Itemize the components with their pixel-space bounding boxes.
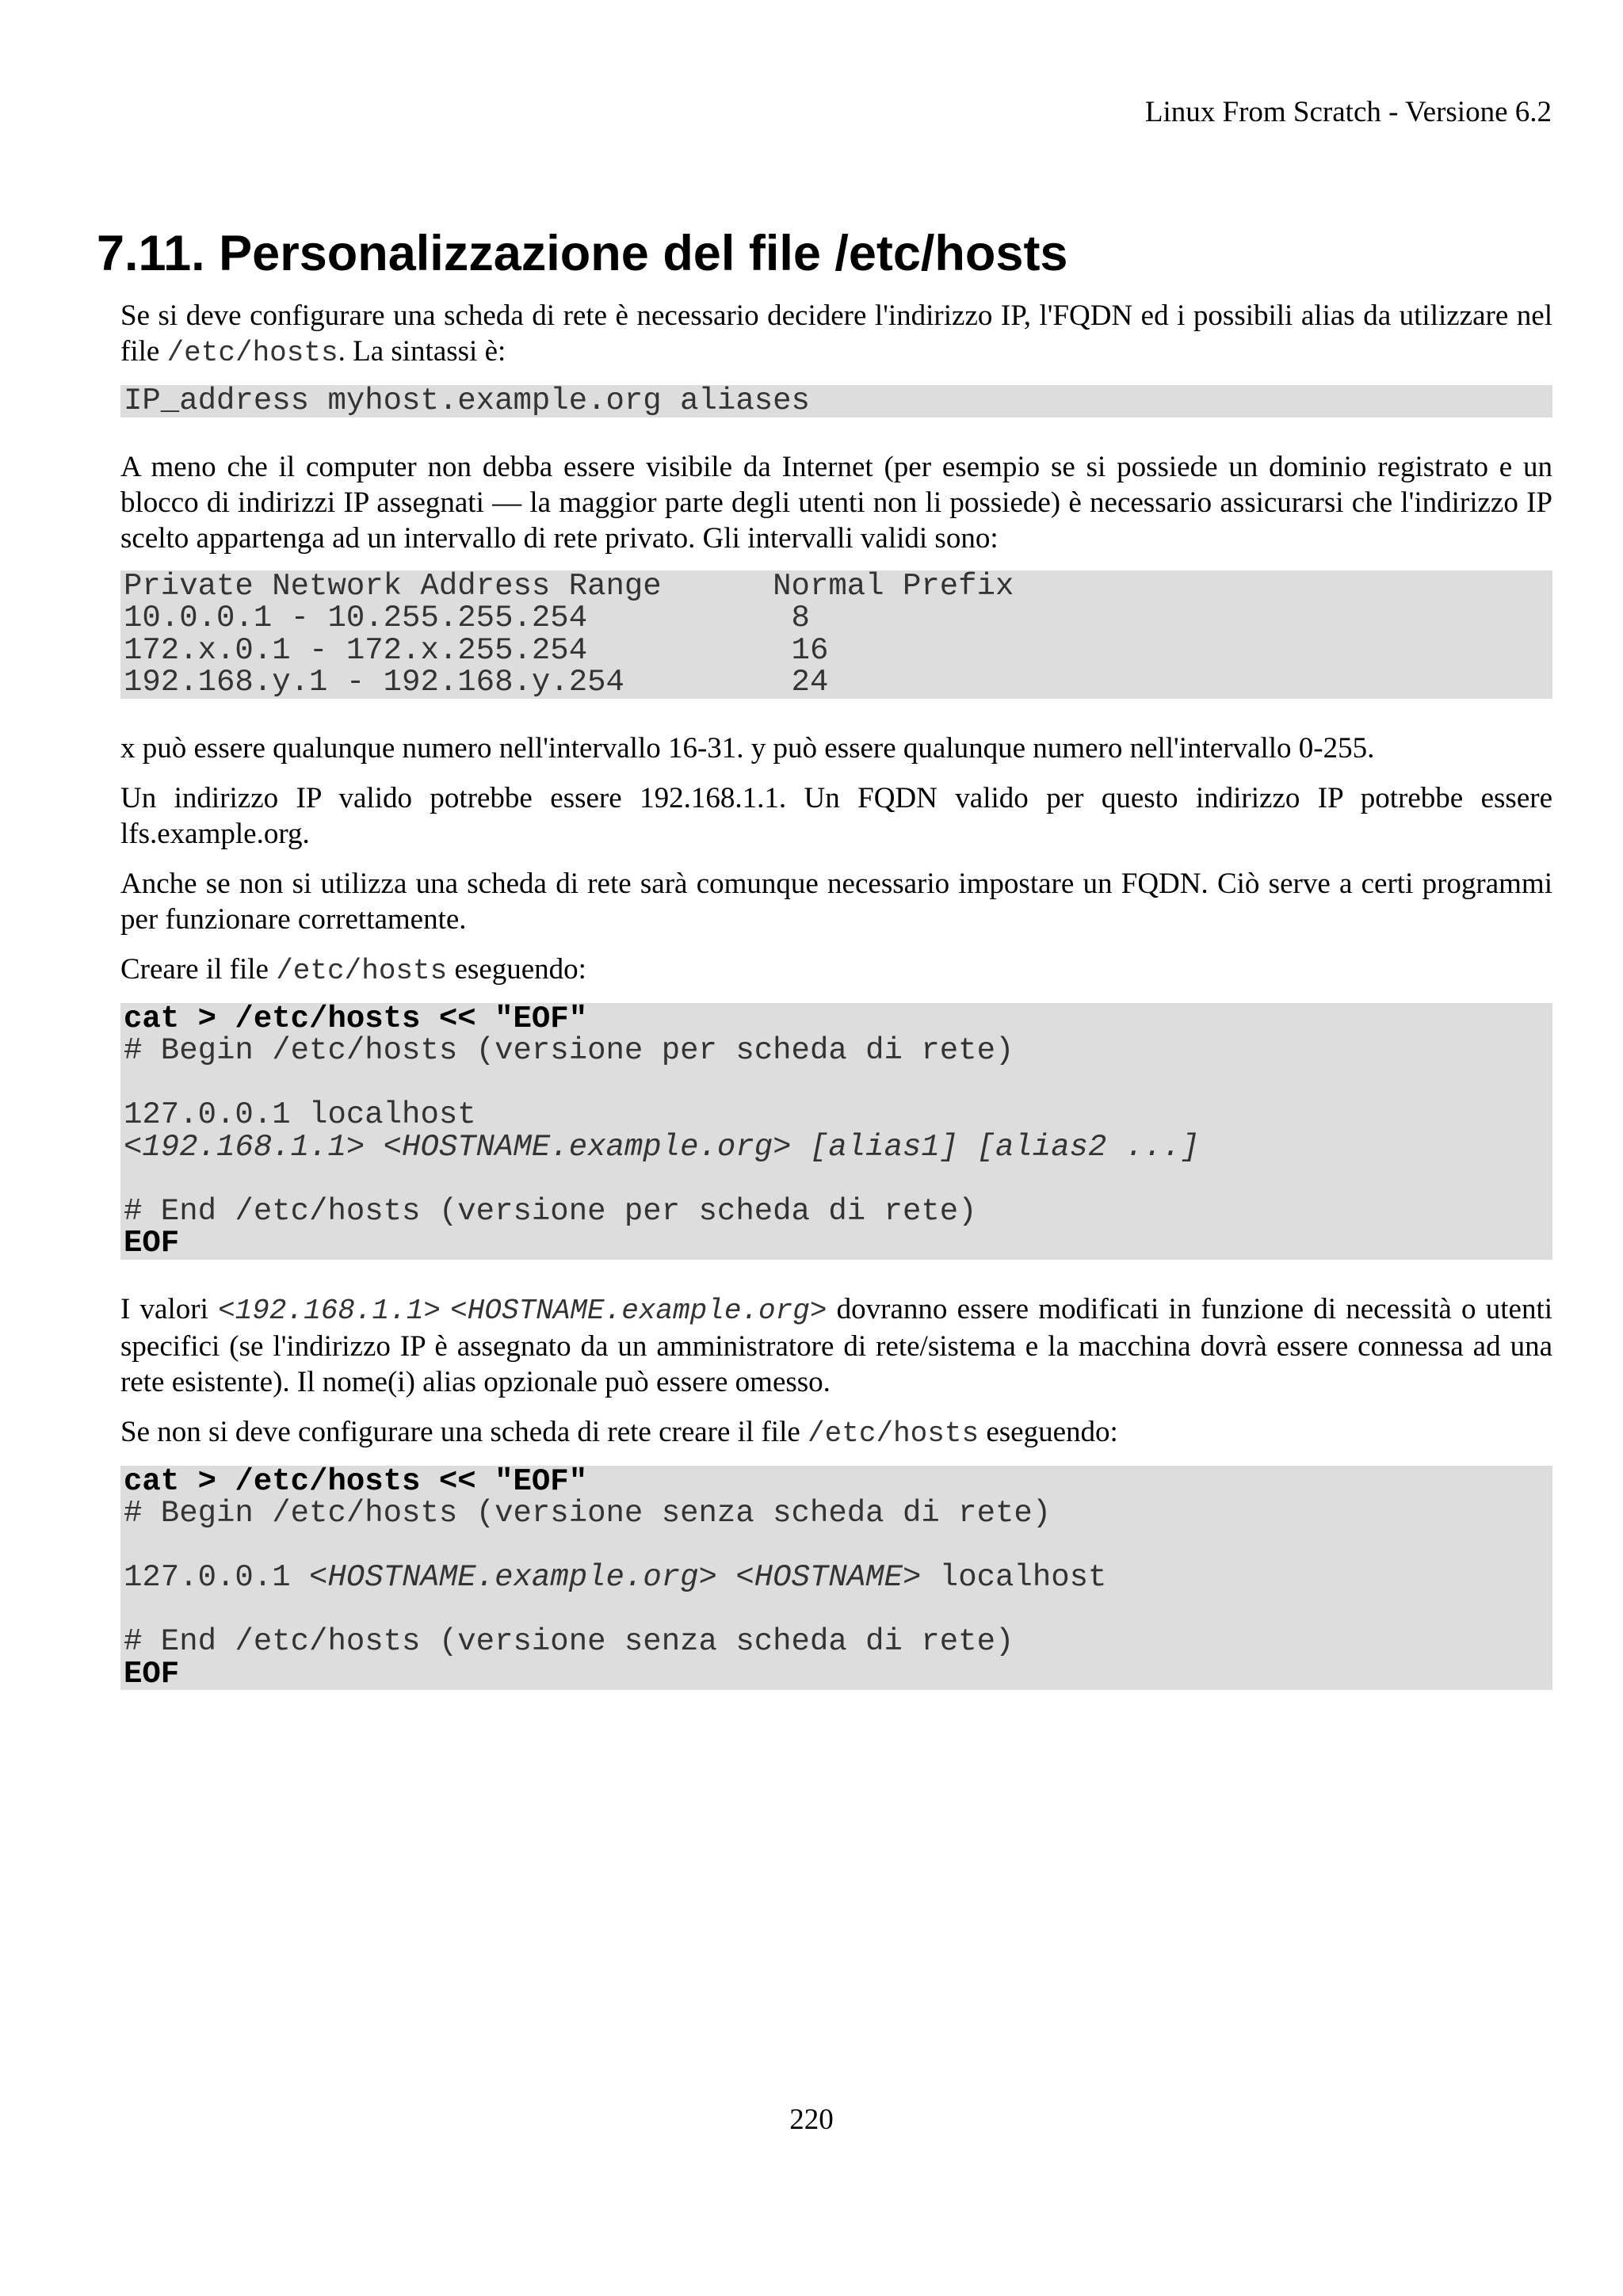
values-text-end: dovranno essere modificati in funzione di necessità o utenti specifici (se l'indirizzo IP è assegnato da un amministratore di rete/sistema e la macchina dovrà essere connessa ad una rete esistente). Il nome(i) alias opzionale può essere omesso.: [120, 1292, 1553, 1398]
running-header: Linux From Scratch - Versione 6.2: [1144, 96, 1552, 128]
create-file-paragraph: [120, 952, 1552, 989]
no-network-paragraph: [120, 1414, 1552, 1451]
address-ranges-listing: [120, 570, 1552, 699]
eof-line: EOF: [124, 1226, 180, 1260]
localhost-line: 127.0.0.1 localhost: [124, 1097, 476, 1132]
space: [717, 1560, 735, 1595]
range-row: 172.x.0.1 - 172.x.255.254 16: [124, 632, 829, 668]
xy-note-paragraph: x può essere qualunque numero nell'intervallo 16-31. y può essere qualunque numero nell'intervallo 0-255.: [120, 731, 1375, 765]
ip-placeholder: <192.168.1.1>: [124, 1129, 365, 1165]
blank-line: [124, 1530, 1549, 1562]
begin-comment-line: # Begin /etc/hosts (versione per scheda di rete): [124, 1033, 1014, 1068]
short-hostname-placeholder: <HOSTNAME>: [735, 1560, 922, 1595]
blank-line: [124, 1067, 1549, 1100]
eof-line: EOF: [124, 1656, 180, 1690]
values-paragraph: [120, 1291, 1552, 1400]
hostname-placeholder: <HOSTNAME.example.org>: [450, 1294, 827, 1327]
page-number: 220: [789, 2103, 834, 2136]
ip-placeholder: <192.168.1.1>: [218, 1294, 441, 1327]
filename-code: /etc/hosts: [276, 954, 448, 987]
hosts-no-network-listing: [120, 1466, 1552, 1691]
valid-ip-paragraph: Un indirizzo IP valido potrebbe essere 192.168.1.1. Un FQDN valido per questo indirizzo IP potrebbe essere lfs.example.org.: [120, 781, 1552, 850]
syntax-line: IP_address myhost.example.org aliases: [124, 385, 810, 418]
host-entry-line: [124, 1131, 1549, 1164]
section-title: 7.11. Personalizzazione del file /etc/hosts: [97, 226, 1068, 281]
space: [441, 1293, 450, 1325]
private-range-paragraph: A meno che il computer non debba essere visibile da Internet (per esempio se si possiede un dominio registrato e un blocco di indirizzi IP assegnati — la maggior parte degli utenti non li possiede) è necessario assicurarsi che l'indirizzo IP scelto appartenga ad un intervallo di rete privato. Gli intervalli validi sono:: [120, 450, 1552, 555]
blank-line: [124, 1594, 1549, 1627]
begin-comment-line: # Begin /etc/hosts (versione senza scheda di rete): [124, 1496, 1052, 1531]
range-row: 10.0.0.1 - 10.255.255.254 8: [124, 601, 810, 635]
intro-paragraph: [120, 298, 1552, 371]
no-network-text-start: Se non si deve configurare una scheda di rete creare il file: [120, 1415, 808, 1448]
end-comment-line: # End /etc/hosts (versione per scheda di rete): [124, 1193, 977, 1229]
end-comment-line: # End /etc/hosts (versione senza scheda di rete): [124, 1624, 1014, 1659]
syntax-listing: [120, 385, 1552, 418]
filename-code: /etc/hosts: [808, 1417, 980, 1450]
filename-code: /etc/hosts: [166, 337, 338, 369]
blank-line: [124, 1163, 1549, 1196]
localhost-alias: localhost: [921, 1560, 1107, 1595]
intro-text-end: . La sintassi è:: [338, 335, 506, 368]
host-entry-line: [124, 1562, 1549, 1594]
heredoc-command-line: cat > /etc/hosts << "EOF": [124, 1465, 588, 1499]
no-network-text-end: eseguendo:: [979, 1415, 1118, 1448]
hostname-placeholder: <HOSTNAME.example.org>: [309, 1560, 717, 1595]
create-text-end: eseguendo:: [447, 952, 586, 986]
section-body: [120, 298, 1552, 1722]
hosts-network-listing: [120, 1003, 1552, 1260]
create-text-start: Creare il file: [120, 952, 277, 986]
loopback-address: 127.0.0.1: [124, 1560, 310, 1595]
fqdn-paragraph: Anche se non si utilizza una scheda di rete sarà comunque necessario impostare un FQDN. Ciò serve a certi programmi per funzionare correttamente.: [120, 867, 1552, 936]
intro-text-start: Se si deve configurare una scheda di rete è necessario decidere l'indirizzo IP, l'FQDN ed i possibili alias da utilizzare nel file: [120, 299, 1552, 368]
space: [365, 1130, 383, 1165]
hostname-placeholder: <HOSTNAME.example.org>: [383, 1129, 792, 1165]
values-text-start: I valori: [120, 1292, 219, 1325]
ranges-header-row: Private Network Address Range Normal Prefix: [124, 570, 1014, 604]
heredoc-command-line: cat > /etc/hosts << "EOF": [124, 1002, 588, 1036]
range-row: 192.168.y.1 - 192.168.y.254 24: [124, 665, 829, 699]
alias-placeholders: [alias1] [alias2 ...]: [791, 1129, 1200, 1165]
